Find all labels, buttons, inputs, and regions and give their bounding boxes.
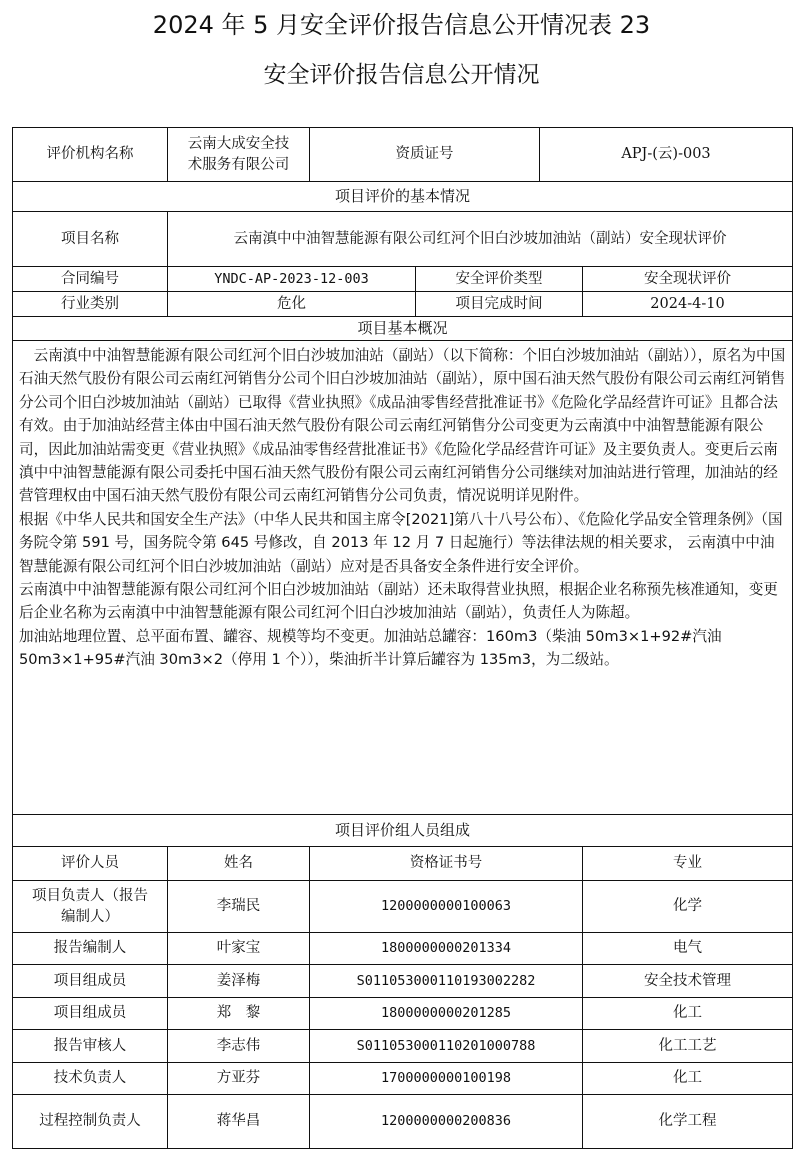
table-row <box>13 1063 793 1095</box>
team-header-major: 专业 <box>583 847 793 881</box>
overview-title: 项目基本概况 <box>13 317 793 341</box>
member-name: 郑 黎 <box>168 998 310 1030</box>
table-row <box>13 965 793 998</box>
overview-paragraph: 根据《中华人民共和国安全生产法》（中华人民共和国主席令[2021]第八十八号公布）、《危险化学品安全管理条例》（国务院令第 591 号，国务院令第 645 号修改，自 2013 年 12 月 7 日起施行）等法律法规的相关要求， 云南滇中中油智慧能源有限公司红河个旧白沙坡加油站（副站）应对是否具备安全条件进行安全评价。 <box>19 510 783 575</box>
document-subtitle: 安全评价报告信息公开情况 <box>263 62 540 88</box>
project-name-label: 项目名称 <box>13 212 168 267</box>
member-name: 蒋华昌 <box>168 1095 310 1149</box>
project-name-value: 云南滇中中油智慧能源有限公司红河个旧白沙坡加油站（副站）安全现状评价 <box>168 212 793 267</box>
member-major: 化学 <box>583 881 793 933</box>
table-row <box>13 933 793 965</box>
overview-text <box>13 341 793 815</box>
finish-time-value: 2024-4-10 <box>583 292 793 317</box>
member-cert: 1800000000201334 <box>310 933 583 965</box>
contract-label: 合同编号 <box>13 267 168 292</box>
overview-paragraph: 云南滇中中油智慧能源有限公司红河个旧白沙坡加油站（副站）还未取得营业执照，根据企业名称预先核准通知，变更后企业名称为云南滇中中油智慧能源有限公司红河个旧白沙坡加油站（副站），负责任人为陈超。 <box>19 581 778 622</box>
member-cert: S011053000110201000788 <box>310 1030 583 1063</box>
member-role: 报告审核人 <box>13 1030 168 1063</box>
industry-label: 行业类别 <box>13 292 168 317</box>
member-role: 项目组成员 <box>13 998 168 1030</box>
member-name: 李志伟 <box>168 1030 310 1063</box>
team-header-name: 姓名 <box>168 847 310 881</box>
member-name: 李瑞民 <box>168 881 310 933</box>
table-row <box>13 998 793 1030</box>
table-row <box>13 1095 793 1149</box>
org-label: 评价机构名称 <box>13 128 168 182</box>
member-major: 电气 <box>583 933 793 965</box>
member-name: 方亚芬 <box>168 1063 310 1095</box>
member-cert: 1800000000201285 <box>310 998 583 1030</box>
member-cert: 1200000000200836 <box>310 1095 583 1149</box>
member-role: 报告编制人 <box>13 933 168 965</box>
eval-type-label: 安全评价类型 <box>416 267 583 292</box>
member-major: 安全技术管理 <box>583 965 793 998</box>
member-major: 化工 <box>583 998 793 1030</box>
member-major: 化工 <box>583 1063 793 1095</box>
cert-label: 资质证号 <box>310 128 540 182</box>
table-row <box>13 1030 793 1063</box>
member-cert: 1700000000100198 <box>310 1063 583 1095</box>
eval-type-value: 安全现状评价 <box>583 267 793 292</box>
member-cert: S011053000110193002282 <box>310 965 583 998</box>
overview-paragraph: 云南滇中中油智慧能源有限公司红河个旧白沙坡加油站（副站）（以下简称：个旧白沙坡加油站（副站）），原名为中国石油天然气股份有限公司云南红河销售分公司个旧白沙坡加油站（副站），原中国石油天然气股份有限公司云南红河销售分公司个旧白沙坡加油站（副站）已取得《营业执照》《成品油零售经营批准证书》《危险化学品经营许可证》且都合法有效。由于加油站经营主体由中国石油天然气股份有限公司云南红河销售分公司变更为云南滇中中油智慧能源有限公司，因此加油站需变更《营业执照》《成品油零售经营批准证书》《危险化学品经营许可证》及主要负责人。变更后云南滇中中油智慧能源有限公司委托中国石油天然气股份有限公司云南红河销售分公司继续对加油站进行管理，加油站的经营管理权由中国石油天然气股份有限公司云南红河销售分公司负责，情况说明详见附件。 <box>19 347 786 505</box>
team-header-role: 评价人员 <box>13 847 168 881</box>
document-title: 2024 年 5 月安全评价报告信息公开情况表 23 <box>152 11 651 39</box>
member-role: 技术负责人 <box>13 1063 168 1095</box>
contract-value: YNDC-AP-2023-12-003 <box>168 267 416 292</box>
disclosure-table <box>12 127 793 1149</box>
team-header-cert: 资格证书号 <box>310 847 583 881</box>
member-role: 过程控制负责人 <box>13 1095 168 1149</box>
finish-time-label: 项目完成时间 <box>416 292 583 317</box>
team-title: 项目评价组人员组成 <box>13 815 793 847</box>
member-major: 化工工艺 <box>583 1030 793 1063</box>
member-major: 化学工程 <box>583 1095 793 1149</box>
member-cert: 1200000000100063 <box>310 881 583 933</box>
member-role: 项目负责人（报告编制人） <box>13 881 168 933</box>
org-value: 云南大成安全技术服务有限公司 <box>168 128 310 182</box>
member-role: 项目组成员 <box>13 965 168 998</box>
cert-value: APJ-(云)-003 <box>540 128 793 182</box>
member-name: 叶家宝 <box>168 933 310 965</box>
overview-paragraph: 加油站地理位置、总平面布置、罐容、规模等均不变更。加油站总罐容：160m3（柴油 50m3×1+92#汽油 50m3×1+95#汽油 30m3×2（停用 1 个）），柴油折半计算后罐容为 135m3，为二级站。 <box>19 627 722 669</box>
basic-section-title: 项目评价的基本情况 <box>13 182 793 212</box>
member-name: 姜泽梅 <box>168 965 310 998</box>
industry-value: 危化 <box>168 292 416 317</box>
table-row <box>13 881 793 933</box>
